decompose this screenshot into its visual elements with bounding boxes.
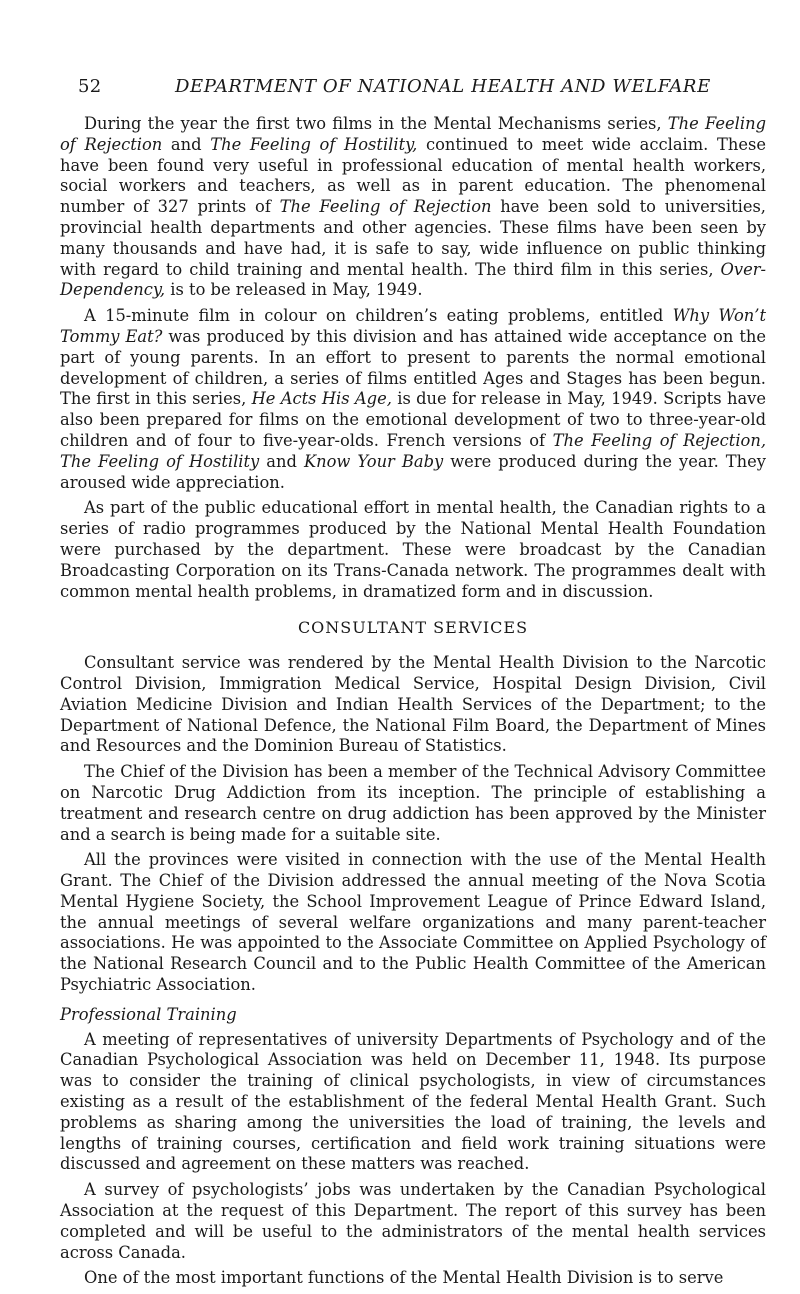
film-title: Know Your Baby xyxy=(303,451,444,471)
paragraph-provinces-visited: All the provinces were visited in connection with the use of the Mental Health Grant. The Chief of the Division addressed the annual meeting of the Nova Scotia Mental Hygiene Society, the School Improvement League of Prince Edward Island, the annual meetings of several welfare organizations and many parent-teacher associations. He was appointed to the Associate Committee on Applied Psychology of the National Research Council and to the Public Health Committee of the American Psychiatric Association. xyxy=(60,850,766,995)
paragraph-psychologists-survey: A survey of psychologists’ jobs was undertaken by the Canadian Psychological Association at the request of this Department. The report of this survey has been completed and will be useful to the administrators of the mental health services across Canada. xyxy=(60,1180,766,1262)
film-title: He Acts His Age, xyxy=(251,389,392,409)
film-title: The Feeling of Rejection, The Feeling of Hostility xyxy=(60,430,766,471)
running-header-title: DEPARTMENT OF NATIONAL HEALTH AND WELFARE xyxy=(175,76,711,97)
paragraph-mental-mechanisms-films: During the year the first two films in the Mental Mechanisms series, The Feeling of Rejection and The Feeling of Hostility, continued to meet wide acclaim. These have been found very useful in professional education of mental health workers, social workers and teachers, as well as in parent education. The phenomenal number of 327 prints of The Feeling of Rejection have been sold to universities, provincial health departments and other agencies. These films have been seen by many thousands and have had, it is safe to say, wide influence on public thinking with regard to child training and mental health. The third film in this series, Over-Dependency, is to be released in May, 1949. xyxy=(60,114,767,300)
paragraph-eating-problems-film: A 15-minute film in colour on children’s eating problems, entitled Why Won’t Tommy Eat? was produced by this division and has attained wide acceptance on the part of young parents. In an effort to present to parents the normal emotional development of children, a series of films entitled Ages and Stages has been begun. The first in this series, He Acts His Age, is due for release in May, 1949. Scripts have also been prepared for films on the emotional development of two to three-year-old children and of four to five-year-olds. French versions of The Feeling of Rejection, The Feeling of Hostility and Know Your Baby were produced during the year. They aroused wide appreciation. xyxy=(60,306,767,492)
subsection-heading-professional-training: Professional Training xyxy=(60,1004,237,1024)
section-heading-consultant-services: CONSULTANT SERVICES xyxy=(297,618,529,638)
paragraph-division-functions: One of the most important functions of the Mental Health Division is to serve xyxy=(84,1268,724,1288)
film-title: The Feeling of Rejection xyxy=(60,114,766,154)
page-body xyxy=(60,114,766,1294)
page-number: 52 xyxy=(78,76,102,97)
film-title: The Feeling of Rejection xyxy=(279,197,492,217)
paragraph-narcotic-committee: The Chief of the Division has been a member of the Technical Advisory Committee on Narcotic Drug Addiction from its inception. The principle of establishing a treatment and research centre on drug addiction has been approved by the Minister and a search is being made for a suitable site. xyxy=(60,762,766,844)
paragraph-psychology-meeting: A meeting of representatives of university Departments of Psychology and of the Canadian Psychological Association was held on December 11, 1948. Its purpose was to consider the training of clinical psychologists, in view of circumstances existing as a result of the establishment of the federal Mental Health Grant. Such problems as sharing among the universities the load of training, the levels and lengths of training courses, certification and field work training situations were discussed and agreement on these matters was reached. xyxy=(60,1029,766,1174)
film-title: Over-Dependency, xyxy=(60,259,766,300)
film-title: The Feeling of Hostility, xyxy=(210,134,418,154)
running-header xyxy=(78,75,758,99)
paragraph-radio-programmes: As part of the public educational effort in mental health, the Canadian rights to a series of radio programmes produced by the National Mental Health Foundation were purchased by the department. These were broadcast by the Canadian Broadcasting Corporation on its Trans-Canada network. The programmes dealt with common mental health problems, in dramatized form and in discussion. xyxy=(60,498,766,601)
film-title: Why Won’t Tommy Eat? xyxy=(60,306,766,346)
paragraph-consultant-service: Consultant service was rendered by the Mental Health Division to the Narcotic Control Division, Immigration Medical Service, Hospital Design Division, Civil Aviation Medicine Division and Indian Health Services of the Department; to the Department of National Defence, the National Film Board, the Department of Mines and Resources and the Dominion Bureau of Statistics. xyxy=(60,653,766,756)
